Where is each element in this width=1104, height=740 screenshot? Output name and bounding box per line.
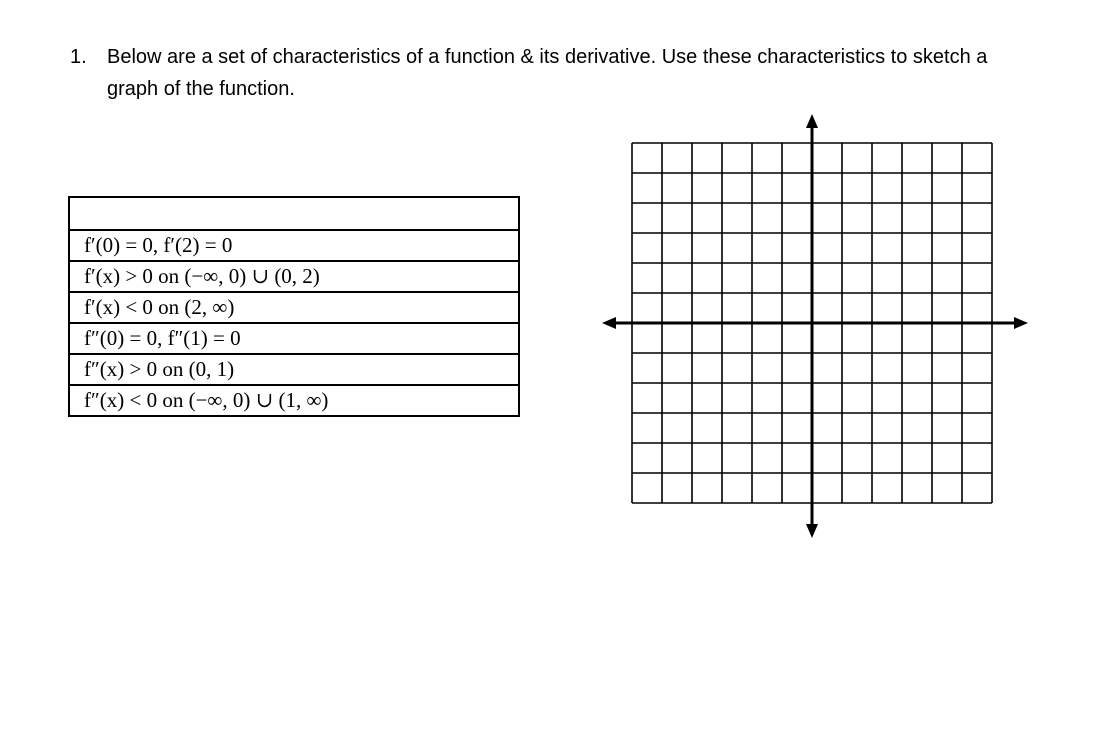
- question-number: 1.: [70, 46, 87, 68]
- y-axis-down-arrow-icon: [806, 524, 818, 538]
- table-cell: f″(0) = 0, f″(1) = 0: [69, 323, 519, 354]
- graph-area: [600, 112, 1030, 540]
- table-cell: f′(0) = 0, f′(2) = 0: [69, 230, 519, 261]
- table-row: [69, 261, 519, 292]
- table-row: [69, 385, 519, 416]
- table-row: [69, 323, 519, 354]
- table-cell: f′(x) > 0 on (−∞, 0) ∪ (0, 2): [69, 261, 519, 292]
- characteristics-table: [68, 196, 520, 417]
- table-cell: f″(x) < 0 on (−∞, 0) ∪ (1, ∞): [69, 385, 519, 416]
- x-axis-left-arrow-icon: [602, 317, 616, 329]
- y-axis-up-arrow-icon: [806, 114, 818, 128]
- table-cell: f″(x) > 0 on (0, 1): [69, 354, 519, 385]
- x-axis-right-arrow-icon: [1014, 317, 1028, 329]
- table-row: [69, 292, 519, 323]
- question-text: Below are a set of characteristics of a function & its derivative. Use these characteristics to sketch a graph of the function.: [107, 46, 988, 100]
- table-header-cell: [69, 197, 519, 230]
- table-row: [69, 354, 519, 385]
- table-header-row: [69, 197, 519, 230]
- coordinate-grid: [600, 112, 1030, 540]
- table-row: [69, 230, 519, 261]
- table-cell: f′(x) < 0 on (2, ∞): [69, 292, 519, 323]
